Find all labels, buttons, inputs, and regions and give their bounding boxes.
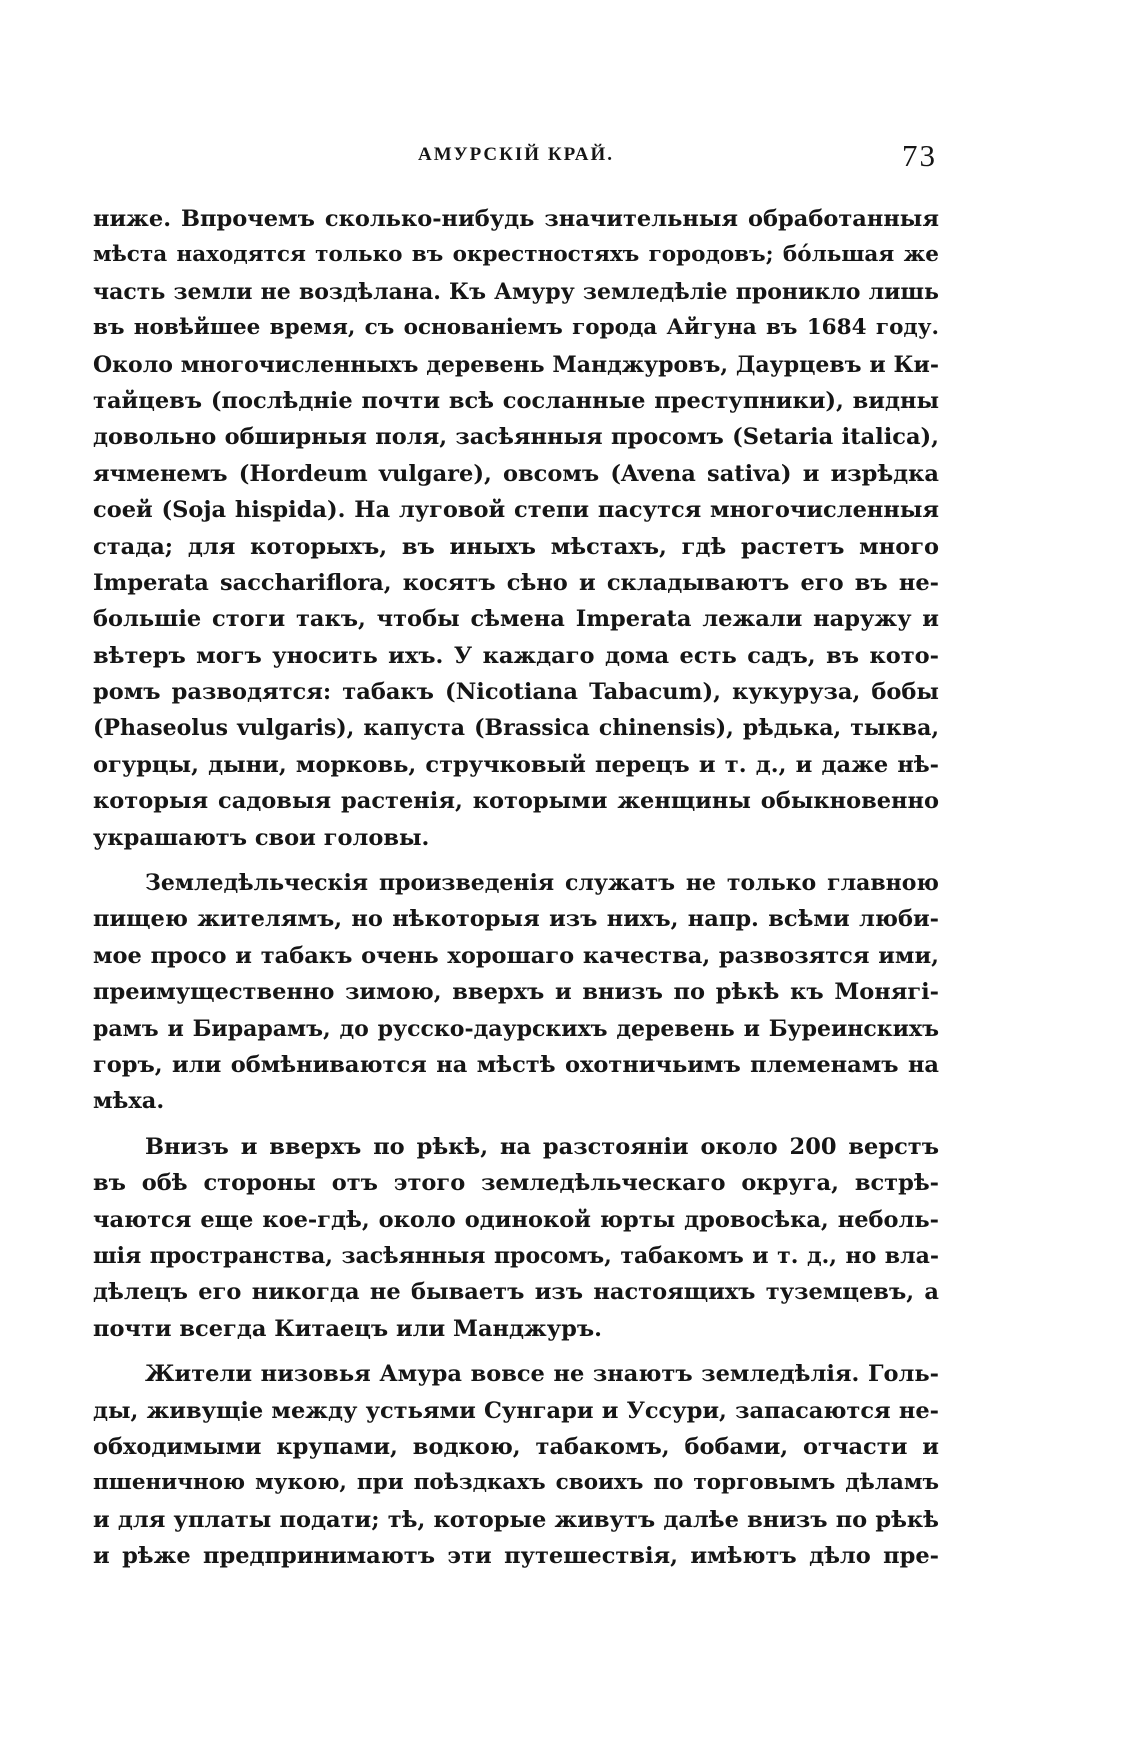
text-line: тайцевъ (послѣдніе почти всѣ сосланные преступники), видны <box>93 387 939 414</box>
text-line: большіе стоги такъ, чтобы сѣмена Imperata лежали наружу и <box>93 606 939 633</box>
text-line: мое просо и табакъ очень хорошаго качества, развозятся ими, <box>93 942 939 969</box>
text-line: и для уплаты подати; тѣ, которые живутъ далѣе внизъ по рѣкѣ <box>93 1506 939 1533</box>
text-line: почти всегда Китаецъ или Манджуръ. <box>93 1315 602 1342</box>
text-line: въ новѣйшее время, съ основаніемъ города Айгуна въ 1684 году. <box>93 315 939 341</box>
text-line: ромъ разводятся: табакъ (Nicotiana Tabacum), кукуруза, бобы <box>93 679 939 706</box>
text-line: въ обѣ стороны отъ этого земледѣльческаго округа, встрѣ- <box>93 1170 939 1197</box>
text-line: вѣтеръ могъ уносить ихъ. У каждаго дома есть садъ, въ кото- <box>93 642 939 669</box>
text-line: и рѣже предпринимаютъ эти путешествія, имѣютъ дѣло пре- <box>93 1543 939 1570</box>
text-line: украшаютъ свои головы. <box>93 824 430 851</box>
text-line: мѣста находятся только въ окрестностяхъ городовъ; бо́льшая же <box>93 242 939 268</box>
text-line: горъ, или обмѣниваются на мѣстѣ охотничьимъ племенамъ на <box>93 1051 939 1078</box>
body-text <box>93 201 939 1574</box>
text-line: ячменемъ (Hordeum vulgare), овсомъ (Avena sativa) и изрѣдка <box>93 460 939 487</box>
paragraph-4 <box>93 1356 939 1574</box>
text-line: мѣха. <box>93 1088 165 1115</box>
paragraph-3 <box>93 1129 939 1347</box>
text-line: часть земли не воздѣлана. Къ Амуру земледѣліе проникло лишь <box>93 278 939 305</box>
text-line: соей (Soja hispida). На луговой степи пасутся многочисленныя <box>93 497 939 524</box>
running-title: АМУРСКІЙ КРАЙ. <box>417 144 615 165</box>
text-line: Внизъ и вверхъ по рѣкѣ, на разстояніи около 200 верстъ <box>145 1133 939 1160</box>
text-line: довольно обширныя поля, засѣянныя просомъ (Setaria italica), <box>93 424 939 451</box>
text-line: рамъ и Бирарамъ, до русско-даурскихъ деревень и Буреинскихъ <box>93 1015 939 1042</box>
text-line: пшеничною мукою, при поѣздкахъ своихъ по торговымъ дѣламъ <box>93 1470 939 1496</box>
page-header <box>93 138 939 178</box>
text-line: Земледѣльческія произведенія служатъ не только главною <box>145 870 939 897</box>
text-line: которыя садовыя растенія, которыми женщины обыкновенно <box>93 788 939 815</box>
text-line: стада; для которыхъ, въ иныхъ мѣстахъ, гдѣ растетъ много <box>93 533 939 560</box>
text-line: Около многочисленныхъ деревень Манджуровъ, Даурцевъ и Ки- <box>93 351 939 378</box>
text-line: шія пространства, засѣянныя просомъ, табакомъ и т. д., но вла- <box>93 1242 939 1269</box>
text-line: чаются еще кое-гдѣ, около одинокой юрты дровосѣка, неболь- <box>93 1206 939 1233</box>
text-line: ниже. Впрочемъ сколько-нибудь значительныя обработанныя <box>93 206 939 232</box>
text-line: ды, живущіе между устьями Сунгари и Уссури, запасаются не- <box>93 1397 939 1424</box>
paragraph-1 <box>93 201 939 856</box>
text-line: (Phaseolus vulgaris), капуста (Brassica chinensis), рѣдька, тыква, <box>93 715 939 742</box>
text-line: Жители низовья Амура вовсе не знаютъ земледѣлія. Голь- <box>145 1361 939 1388</box>
text-line: Imperata sacchariflora, косятъ сѣно и складываютъ его въ не- <box>93 569 939 596</box>
page-number: 73 <box>902 138 937 173</box>
text-line: огурцы, дыни, морковь, стручковый перецъ и т. д., и даже нѣ- <box>93 751 939 778</box>
text-line: пищею жителямъ, но нѣкоторыя изъ нихъ, напр. всѣми люби- <box>93 906 939 933</box>
text-line: дѣлецъ его никогда не бываетъ изъ настоящихъ туземцевъ, а <box>93 1279 939 1306</box>
paragraph-2 <box>93 865 939 1120</box>
text-line: обходимыми крупами, водкою, табакомъ, бобами, отчасти и <box>93 1433 939 1460</box>
text-line: преимущественно зимою, вверхъ и внизъ по рѣкѣ къ Монягi- <box>93 979 939 1006</box>
